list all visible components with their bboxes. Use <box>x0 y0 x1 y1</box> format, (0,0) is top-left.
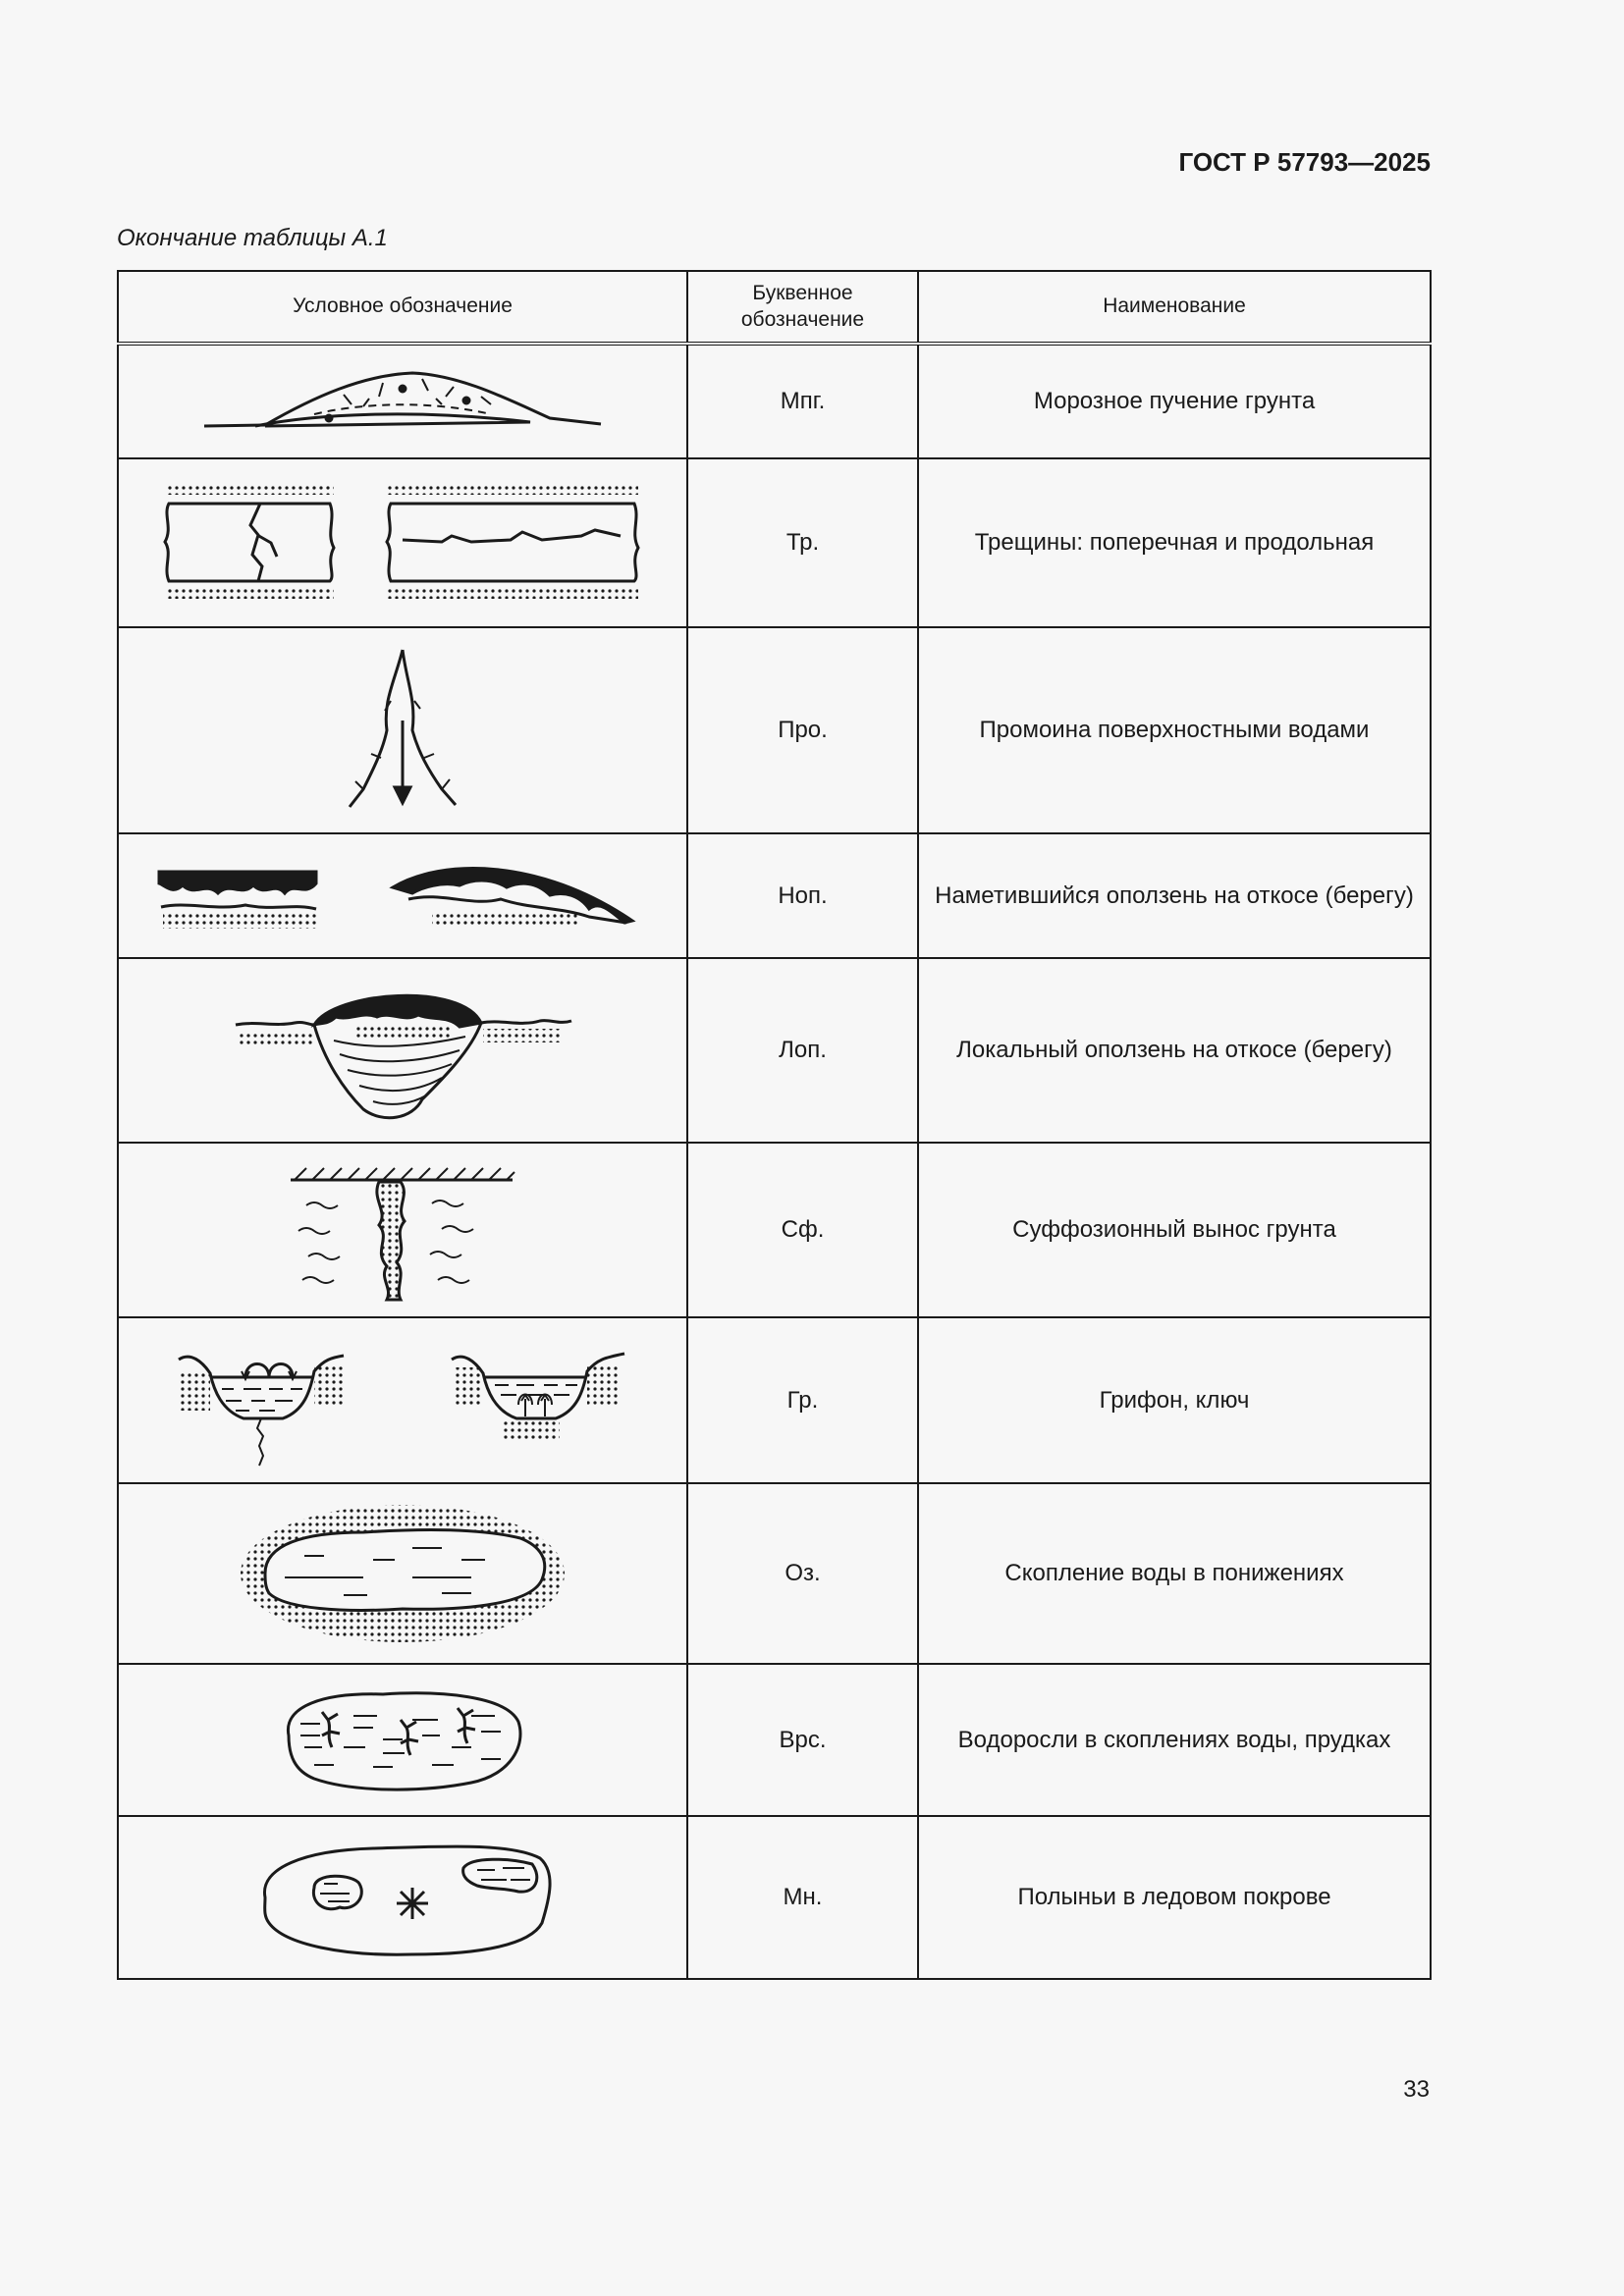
griffon-spring-icon <box>167 1332 638 1469</box>
row-name: Водоросли в скоплениях воды, прудках <box>918 1664 1431 1816</box>
row-code: Про. <box>687 627 918 833</box>
table-row <box>118 1664 1431 1816</box>
ice-polynya-icon <box>245 1829 560 1966</box>
header-name: Наименование <box>918 271 1431 344</box>
row-code: Лоп. <box>687 958 918 1143</box>
row-code: Мн. <box>687 1816 918 1979</box>
row-name: Суффозионный вынос грунта <box>918 1143 1431 1317</box>
symbol-cell <box>118 1816 687 1979</box>
frost-heave-icon <box>196 357 609 446</box>
symbol-cell <box>118 958 687 1143</box>
row-code: Ноп. <box>687 833 918 958</box>
local-landslide-icon <box>226 972 579 1129</box>
table-caption: Окончание таблицы А.1 <box>117 225 388 251</box>
suffosion-icon <box>285 1156 520 1304</box>
symbol-cell <box>118 458 687 627</box>
table-header-row <box>118 271 1431 344</box>
row-name: Промоина поверхностными водами <box>918 627 1431 833</box>
gully-washout-icon <box>334 642 471 819</box>
algae-icon <box>275 1677 530 1804</box>
header-symbol: Условное обозначение <box>118 271 687 344</box>
symbol-cell <box>118 1483 687 1664</box>
table-row <box>118 1317 1431 1483</box>
symbol-cell <box>118 1664 687 1816</box>
symbol-cell <box>118 1143 687 1317</box>
cracks-icon <box>147 479 658 607</box>
row-code: Сф. <box>687 1143 918 1317</box>
row-name: Полыньи в ледовом покрове <box>918 1816 1431 1979</box>
row-name: Грифон, ключ <box>918 1317 1431 1483</box>
row-code: Тр. <box>687 458 918 627</box>
row-name: Скопление воды в понижениях <box>918 1483 1431 1664</box>
incipient-landslide-icon <box>147 852 658 940</box>
row-name: Морозное пучение грунта <box>918 344 1431 458</box>
standard-code: ГОСТ Р 57793—2025 <box>1178 147 1431 177</box>
row-name: Трещины: поперечная и продольная <box>918 458 1431 627</box>
page-number: 33 <box>1403 2076 1430 2103</box>
symbol-cell <box>118 344 687 458</box>
table-row <box>118 1816 1431 1979</box>
table-row <box>118 833 1431 958</box>
symbols-table <box>117 270 1432 1980</box>
table-row <box>118 958 1431 1143</box>
symbol-cell <box>118 627 687 833</box>
row-name: Локальный оползень на откосе (берегу) <box>918 958 1431 1143</box>
table-row <box>118 1483 1431 1664</box>
table-row <box>118 458 1431 627</box>
header-code: Буквенное обозначение <box>687 271 918 344</box>
table-row <box>118 627 1431 833</box>
table-row <box>118 1143 1431 1317</box>
row-code: Врс. <box>687 1664 918 1816</box>
symbol-cell <box>118 1317 687 1483</box>
row-name: Наметившийся оползень на откосе (берегу) <box>918 833 1431 958</box>
table-row <box>118 344 1431 458</box>
symbol-cell <box>118 833 687 958</box>
water-accumulation-icon <box>226 1495 579 1652</box>
row-code: Мпг. <box>687 344 918 458</box>
row-code: Оз. <box>687 1483 918 1664</box>
row-code: Гр. <box>687 1317 918 1483</box>
